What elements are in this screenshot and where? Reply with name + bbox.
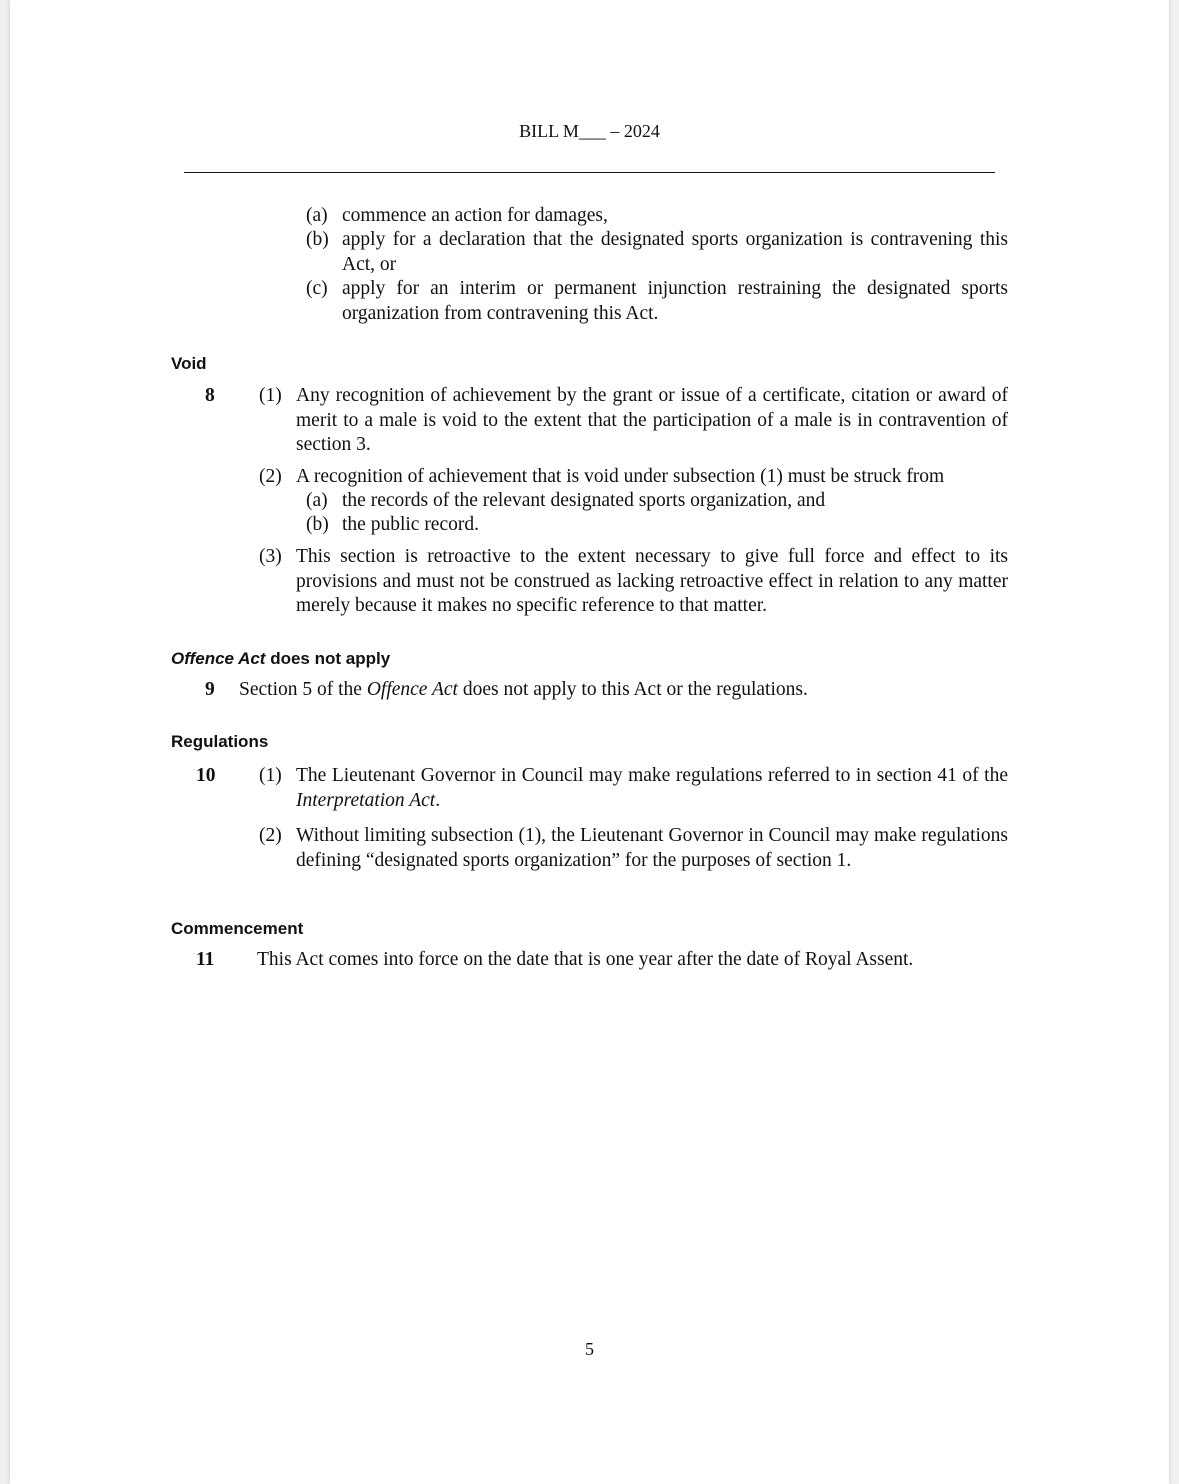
section-number-11: 11	[196, 949, 215, 970]
header-rule	[184, 172, 995, 173]
subsection-text-8-2: A recognition of achievement that is void under subsection (1) must be struck from	[296, 466, 945, 487]
section-text-9-after: does not apply to this Act or the regulations.	[457, 679, 808, 700]
paragraph-text-8-2-a: the records of the relevant designated sports organization, and	[342, 490, 826, 511]
item-text-a: commence an action for damages,	[342, 205, 608, 226]
paragraph-label-8-2-b: (b)	[306, 514, 329, 535]
subsection-label-10-1: (1)	[259, 765, 282, 786]
section-text-9-before: Section 5 of the	[239, 679, 367, 700]
subsection-label-10-2: (2)	[259, 825, 282, 846]
item-text-b: apply for a declaration that the designated sports organization is contravening this Act, or	[342, 229, 1008, 275]
item-label-a: (a)	[306, 205, 328, 226]
section-heading-offence-rest: does not apply	[265, 649, 391, 668]
paragraph-text-8-2-b: the public record.	[342, 514, 479, 535]
section-heading-void: Void	[171, 354, 207, 373]
section-text-9-italic: Offence Act	[366, 679, 458, 700]
section-number-10: 10	[196, 765, 216, 786]
subsection-text-10-1-italic: Interpretation Act	[296, 789, 436, 811]
section-heading-offence	[171, 649, 390, 669]
item-label-b: (b)	[306, 229, 329, 250]
section-heading-offence-italic: Offence Act	[171, 649, 266, 668]
subsection-text-8-3: This section is retroactive to the extent necessary to give full force and effect to its provisions and must not be construed as lacking retroactive effect in relation to any matter merely because it makes no specific reference to that matter.	[296, 546, 1008, 616]
section-heading-commencement: Commencement	[171, 919, 304, 938]
page-header: BILL M___ – 2024	[519, 121, 660, 141]
section-number-8: 8	[205, 385, 215, 406]
subsection-text-10-1-after: .	[435, 789, 441, 811]
section-number-9: 9	[205, 679, 215, 700]
section-text-9	[239, 678, 1008, 703]
item-label-c: (c)	[306, 278, 328, 299]
subsection-label-8-1: (1)	[259, 385, 282, 406]
section-heading-regulations: Regulations	[171, 732, 269, 751]
item-text-c: apply for an interim or permanent injunction restraining the designated sports organization from contravening this Act.	[342, 278, 1008, 324]
subsection-text-10-2: Without limiting subsection (1), the Lieutenant Governor in Council may make regulations defining “designated sports organization” for the purposes of section 1.	[296, 825, 1008, 871]
page-number: 5	[585, 1339, 594, 1359]
paragraph-label-8-2-a: (a)	[306, 490, 328, 511]
subsection-text-10-1	[296, 764, 1008, 813]
subsection-label-8-3: (3)	[259, 546, 282, 567]
subsection-text-8-1: Any recognition of achievement by the grant or issue of a certificate, citation or award of merit to a male is void to the extent that the participation of a male is in contravention of section 3.	[296, 385, 1008, 455]
subsection-label-8-2: (2)	[259, 466, 282, 487]
section-text-11: This Act comes into force on the date that is one year after the date of Royal Assent.	[257, 949, 914, 970]
subsection-text-10-1-before: The Lieutenant Governor in Council may make regulations referred to in section 41 of the	[296, 765, 1008, 786]
